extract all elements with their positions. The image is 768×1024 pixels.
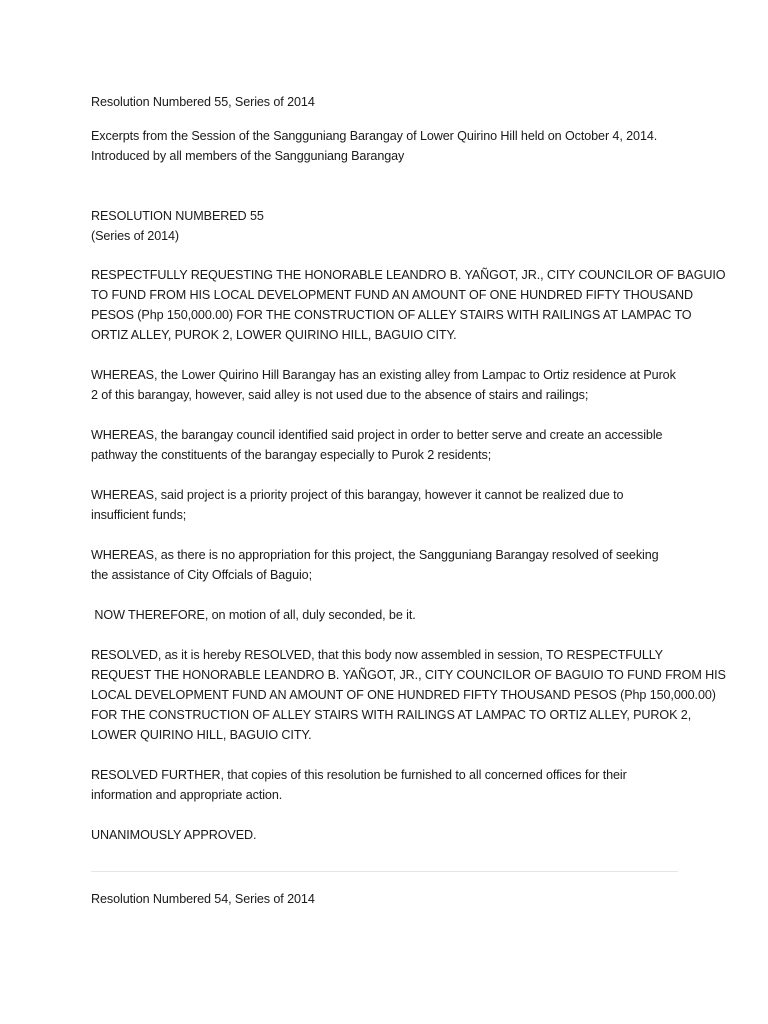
next-resolution-title [91,889,315,909]
resolved-further-line: information and appropriate action. [91,788,283,802]
whereas-line: insufficient funds; [91,508,187,522]
whereas-line: pathway the constituents of the barangay especially to Purok 2 residents; [91,448,492,462]
whereas-clause-3 [91,485,691,525]
now-therefore-text: NOW THEREFORE, on motion of all, duly seconded, be it. [91,608,416,622]
approval-text: UNANIMOUSLY APPROVED. [91,828,257,842]
whereas-line: WHEREAS, as there is no appropriation for this project, the Sangguniang Barangay resolved of seeking [91,548,659,562]
whereas-clause-4 [91,545,691,585]
session-excerpt [91,126,691,166]
resolved-line: LOWER QUIRINO HILL, BAGUIO CITY. [91,728,312,742]
resolution-55-body [91,92,726,845]
resolved-further-clause [91,765,691,805]
whereas-line: WHEREAS, the Lower Quirino Hill Barangay has an existing alley from Lampac to Ortiz residence at Purok [91,368,676,382]
resolution-heading [91,206,691,246]
resolution-caption [91,265,726,345]
whereas-line: WHEREAS, the barangay council identified said project in order to better serve and create an accessible [91,428,663,442]
resolution-series: (Series of 2014) [91,229,180,243]
resolved-line: RESOLVED, as it is hereby RESOLVED, that this body now assembled in session, TO RESPECTFULLY [91,648,663,662]
resolution-number: RESOLUTION NUMBERED 55 [91,209,264,223]
resolved-line: REQUEST THE HONORABLE LEANDRO B. YAÑGOT, JR., CITY COUNCILOR OF BAGUIO TO FUND FROM HIS [91,668,726,682]
resolved-clause [91,645,726,745]
next-resolution-title-text: Resolution Numbered 54, Series of 2014 [91,892,315,906]
resolved-further-line: RESOLVED FURTHER, that copies of this resolution be furnished to all concerned offices for their [91,768,627,782]
whereas-line: the assistance of City Offcials of Baguio; [91,568,312,582]
whereas-line: 2 of this barangay, however, said alley is not used due to the absence of stairs and railings; [91,388,589,402]
whereas-line: WHEREAS, said project is a priority project of this barangay, however it cannot be realized due to [91,488,624,502]
section-divider [91,871,678,872]
excerpt-line: Introduced by all members of the Sangguniang Barangay [91,149,405,163]
caption-line: RESPECTFULLY REQUESTING THE HONORABLE LEANDRO B. YAÑGOT, JR., CITY COUNCILOR OF BAGUIO [91,268,726,282]
caption-line: TO FUND FROM HIS LOCAL DEVELOPMENT FUND AN AMOUNT OF ONE HUNDRED FIFTY THOUSAND [91,288,694,302]
whereas-clause-1 [91,365,691,405]
approval-statement [91,825,691,845]
resolution-title [91,92,691,112]
now-therefore-clause [91,605,691,625]
caption-line: ORTIZ ALLEY, PUROK 2, LOWER QUIRINO HILL, BAGUIO CITY. [91,328,457,342]
resolved-line: LOCAL DEVELOPMENT FUND AN AMOUNT OF ONE HUNDRED FIFTY THOUSAND PESOS (Php 150,000.00) [91,688,716,702]
resolution-title-text: Resolution Numbered 55, Series of 2014 [91,95,315,109]
caption-line: PESOS (Php 150,000.00) FOR THE CONSTRUCTION OF ALLEY STAIRS WITH RAILINGS AT LAMPAC TO [91,308,692,322]
excerpt-line: Excerpts from the Session of the Sangguniang Barangay of Lower Quirino Hill held on October 4, 2014. [91,129,658,143]
whereas-clause-2 [91,425,691,465]
resolved-line: FOR THE CONSTRUCTION OF ALLEY STAIRS WITH RAILINGS AT LAMPAC TO ORTIZ ALLEY, PUROK 2, [91,708,692,722]
